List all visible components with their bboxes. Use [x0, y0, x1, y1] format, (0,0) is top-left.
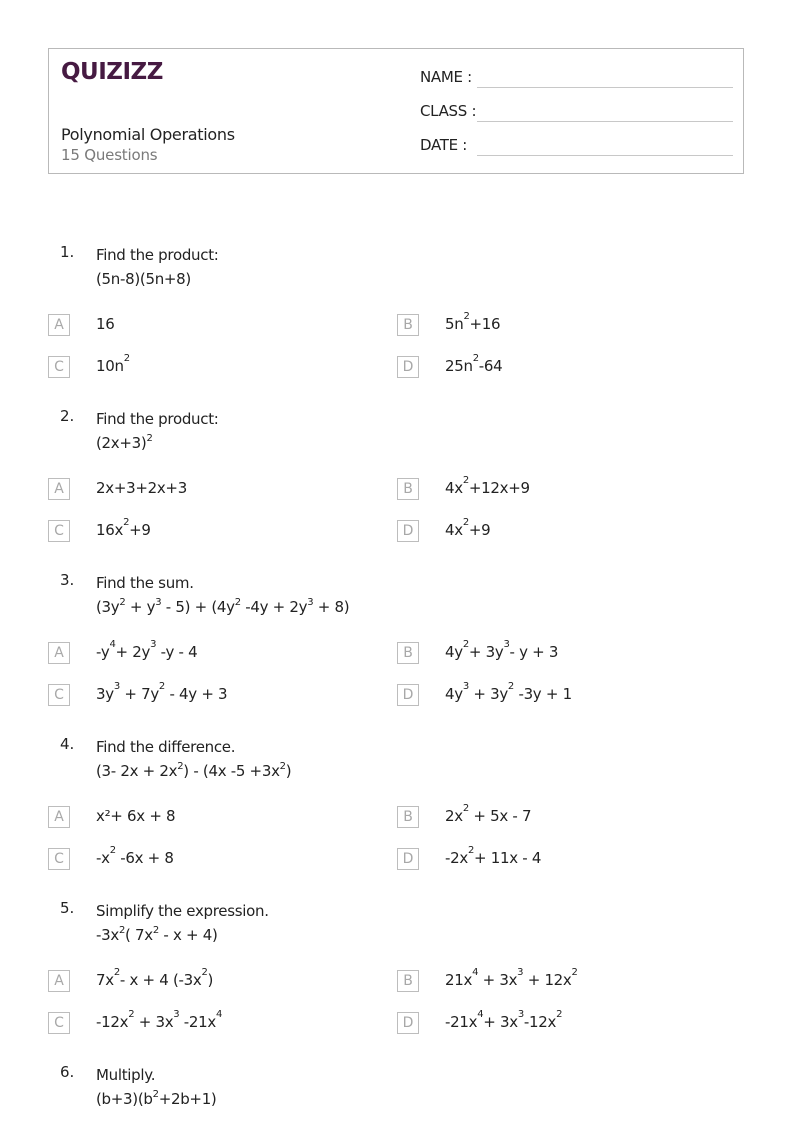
question-expression: $(3y^2 + y^3 - 5) + (4y^2$ $-4y + 2y^3 + 8$) — [96, 597, 350, 616]
question-count: 15 Questions — [61, 146, 158, 164]
question-text — [96, 243, 219, 291]
option-text: x²+ 6x + 8 — [96, 807, 176, 825]
worksheet-header — [48, 48, 744, 174]
question-number: 4. — [60, 735, 75, 753]
question-text — [96, 899, 269, 947]
option-letter-box[interactable]: D — [397, 848, 419, 870]
option-text: 16 — [96, 315, 115, 333]
question-prompt: Find the product: — [96, 246, 219, 264]
option-letter-box[interactable]: C — [48, 684, 70, 706]
name-line[interactable] — [477, 87, 733, 88]
option-letter-box[interactable]: C — [48, 848, 70, 870]
date-label: DATE : — [420, 136, 468, 154]
name-label: NAME : — [420, 68, 472, 86]
question-expression: (5n-8)(5n+8) — [96, 270, 191, 288]
question-number: 6. — [60, 1063, 75, 1081]
question-text — [96, 1063, 217, 1111]
option-text: 2x+3+2x+3 — [96, 479, 187, 497]
option-letter-box[interactable]: C — [48, 1012, 70, 1034]
option-text: $4x^2+12x+9$ — [445, 475, 530, 497]
question-prompt: Find the product: — [96, 410, 219, 428]
name-field[interactable] — [420, 68, 733, 92]
option-text: $5n^2+16$ — [445, 311, 501, 333]
option-letter-box[interactable]: D — [397, 684, 419, 706]
option-letter-box[interactable]: A — [48, 642, 70, 664]
question-expression: $(2x+3)^2$ — [96, 433, 153, 452]
option-letter-box[interactable]: A — [48, 314, 70, 336]
option-letter-box[interactable]: B — [397, 806, 419, 828]
option-text: $21x^4 + 3x^3 + 12x^2$ — [445, 967, 578, 989]
option-text: $4y^2+ 3y^3-$ y + 3 — [445, 639, 559, 661]
option-text: $-x^2$ -6x + 8 — [96, 845, 174, 867]
option-letter-box[interactable]: C — [48, 356, 70, 378]
question-prompt: Find the difference. — [96, 738, 236, 756]
option-letter-box[interactable]: D — [397, 356, 419, 378]
class-field[interactable] — [420, 102, 733, 126]
option-text: $7x^2-$ x + 4 $(-3x^2)$ — [96, 967, 214, 989]
option-text: $4y^3 + 3y^2$ -3y + 1 — [445, 681, 572, 703]
question-text — [96, 735, 291, 783]
option-text: $-12x^2 + 3x^3$ $-21x^4$ — [96, 1009, 223, 1031]
option-text: $25n^2-64$ — [445, 353, 503, 375]
question-text — [96, 571, 349, 619]
date-field[interactable] — [420, 136, 733, 160]
option-text: $16x^2+9$ — [96, 517, 151, 539]
question-number: 5. — [60, 899, 75, 917]
option-text: $4x^2+9$ — [445, 517, 491, 539]
date-line[interactable] — [477, 155, 733, 156]
question-expression: $(b+3)(b^2+2b+1)$ — [96, 1089, 217, 1108]
option-letter-box[interactable]: A — [48, 806, 70, 828]
option-letter-box[interactable]: D — [397, 1012, 419, 1034]
option-letter-box[interactable]: C — [48, 520, 70, 542]
option-text: $2x^2 + 5x - 7$ — [445, 803, 532, 825]
question-prompt: Multiply. — [96, 1066, 156, 1084]
question-number: 1. — [60, 243, 75, 261]
option-letter-box[interactable]: B — [397, 642, 419, 664]
question-expression: (3- $2x + 2x^2) - (4x$ $-5 +3x^2$) — [96, 761, 292, 780]
option-letter-box[interactable]: A — [48, 478, 70, 500]
option-letter-box[interactable]: B — [397, 314, 419, 336]
option-text: $-21x^4+ 3x^3-12x^2$ — [445, 1009, 563, 1031]
option-letter-box[interactable]: B — [397, 970, 419, 992]
question-number: 3. — [60, 571, 75, 589]
option-letter-box[interactable]: B — [397, 478, 419, 500]
question-expression: $-3x^2$( $7x^2 - x + 4$) — [96, 925, 218, 944]
class-line[interactable] — [477, 121, 733, 122]
class-label: CLASS : — [420, 102, 477, 120]
option-text: $-2x^2+ 11x - 4$ — [445, 845, 542, 867]
question-text — [96, 407, 219, 455]
question-number: 2. — [60, 407, 75, 425]
option-text: $3y^3 + 7y^2 - 4y + 3$ — [96, 681, 228, 703]
option-letter-box[interactable]: D — [397, 520, 419, 542]
question-prompt: Simplify the expression. — [96, 902, 269, 920]
option-letter-box[interactable]: A — [48, 970, 70, 992]
question-prompt: Find the sum. — [96, 574, 194, 592]
quizizz-logo: QUIZIZZ — [61, 59, 163, 85]
option-text: $-y^4+ 2y^3$ -y - 4 — [96, 639, 198, 661]
worksheet-title: Polynomial Operations — [61, 125, 235, 144]
option-text: $10n^2$ — [96, 353, 130, 375]
